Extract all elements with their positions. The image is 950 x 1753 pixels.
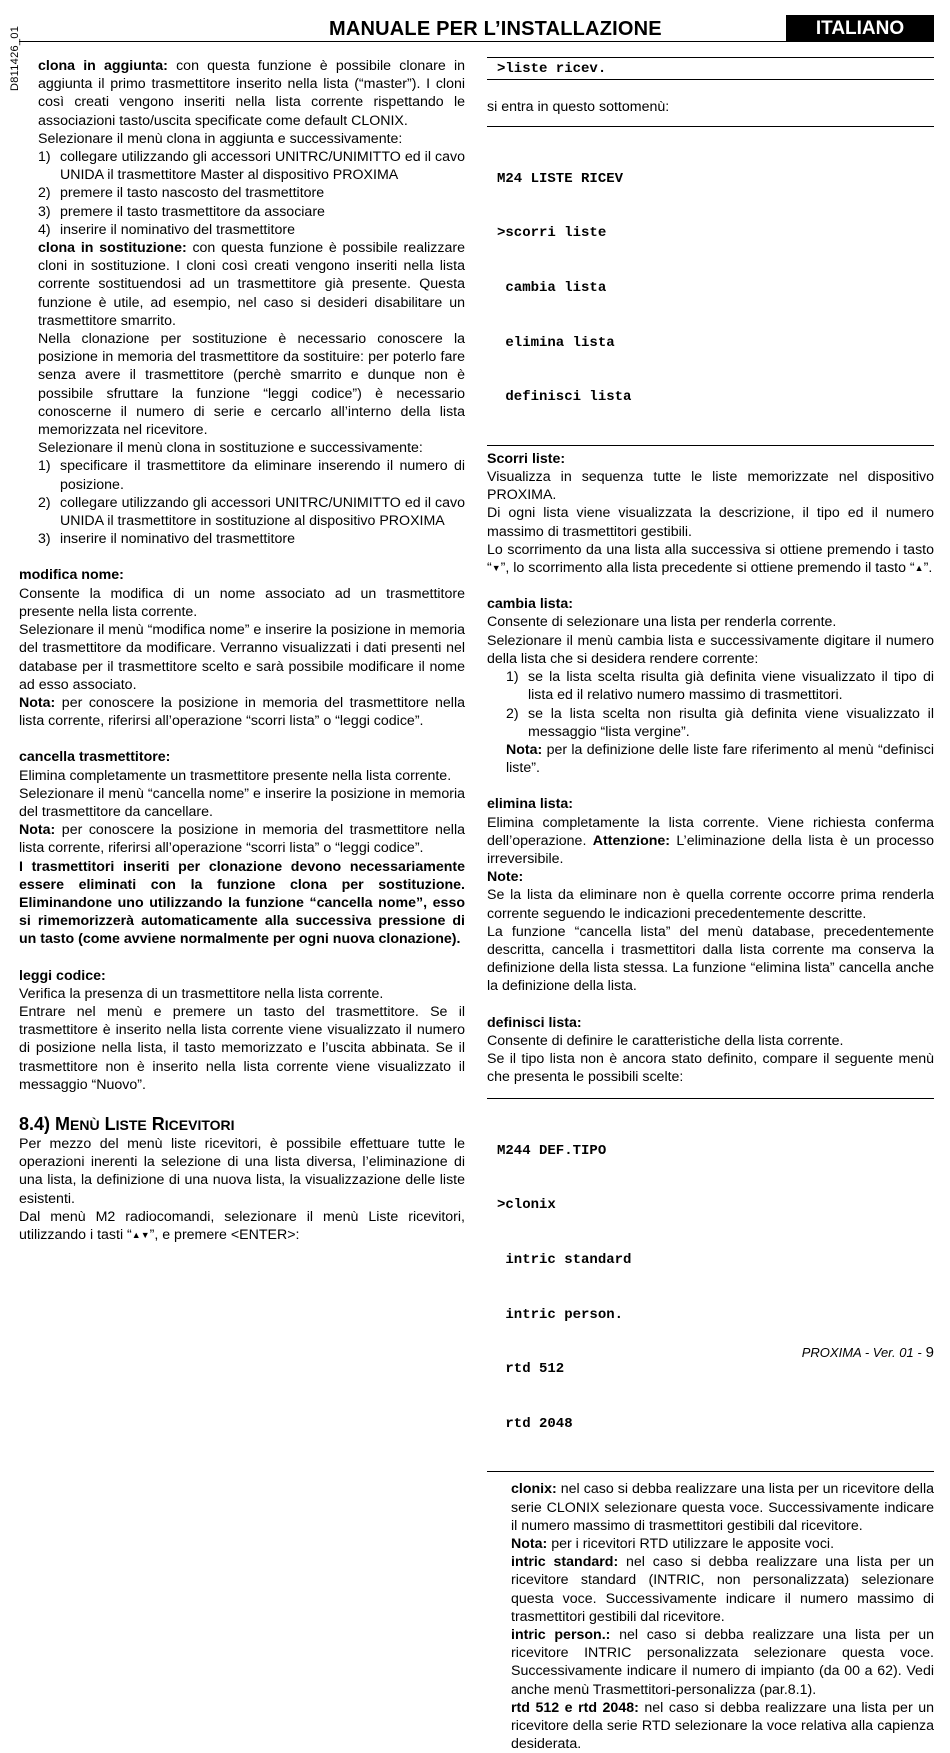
list-item — [38, 203, 465, 221]
list-item — [38, 494, 465, 530]
list-number: 1) — [38, 149, 51, 166]
document-code: D811426_01 — [9, 25, 21, 91]
paragraph — [487, 814, 934, 869]
down-arrow-icon: ▼ — [491, 563, 501, 574]
list-item — [506, 705, 934, 741]
list-text: se la lista scelta risulta già definita viene visualizzato il tipo di lista ed il relativo numero massimo di trasmettitori. — [528, 669, 934, 704]
paragraph: Visualizza in sequenza tutte le liste memorizzate nel dispositivo PROXIMA. — [487, 469, 934, 504]
paragraph: Selezionare il menù clona in sostituzione e successivamente: — [38, 440, 423, 457]
paragraph: La funzione “cancella lista” del menù database, precedentemente descritta, cancella i trasmettitori dalla lista corrente ma conserva la definizione della lista stessa. La funzione “elimina lista” cancella anche la definizione della lista. — [487, 923, 934, 995]
note-label: Nota: — [506, 741, 543, 758]
paragraph — [19, 1208, 465, 1244]
paragraph: Verifica la presenza di un trasmettitore nella lista corrente. — [19, 985, 384, 1002]
option-text: nel caso si debba realizzare una lista per un ricevitore INTRIC personalizzata selezionare questa voce. Successivamente indicare il numero di impianto (da 00 a 62). Vedi anche menù Trasmettitori-personalizza (par.8.1). — [511, 1627, 934, 1698]
heading-text: Note: — [487, 869, 524, 886]
list-number: 1) — [38, 458, 51, 475]
menu-line: elimina lista — [497, 334, 615, 351]
warning-paragraph — [19, 858, 465, 949]
option-item — [511, 1699, 934, 1753]
note-text: per la definizione delle liste fare riferimento al menù “definisci liste”. — [506, 741, 934, 777]
option-text: nel caso si debba realizzare una lista per un ricevitore standard (INTRIC, non personalizzata) selezionare questa voce. Successivamente indicare il numero massimo di trasmettitori gestibili dal ricevitore. — [511, 1554, 934, 1625]
section-heading — [487, 795, 934, 813]
menu-line: rtd 512 — [497, 1361, 565, 1378]
menu-line: cambia lista — [497, 280, 607, 297]
paragraph-text: Dal menù M2 radiocomandi, selezionare il menù Liste ricevitori, utilizzando i tasti “ — [19, 1208, 465, 1243]
left-column — [19, 57, 465, 1244]
paragraph: Per mezzo del menù liste ricevitori, è possibile effettuare tutte le operazioni inerenti la selezione di una lista diversa, l’eliminazione di una lista, la definizione di una nuova lista, la visualizzazione delle liste esistenti. — [19, 1135, 465, 1207]
paragraph: Consente di definire le caratteristiche della lista corrente. — [487, 1032, 844, 1049]
paragraph: Selezionare il menù clona in aggiunta e successivamente: — [38, 130, 403, 147]
list-number: 1) — [506, 669, 519, 686]
option-term: clonix: — [511, 1481, 557, 1498]
paragraph: Selezionare il menù “modifica nome” e inserire la posizione in memoria del trasmettitore da modificare. Verranno visualizzati i dati presenti nel database per il trasmettitore scelto e sarà possibile modificare il nome ad esso associato. — [19, 622, 465, 693]
paragraph-text: ”, e premere <ENTER>: — [149, 1226, 300, 1243]
section-heading — [487, 595, 934, 613]
list-number: 3) — [38, 531, 51, 548]
menu-display-liste — [487, 126, 934, 445]
menu-display-def-tipo — [487, 1098, 934, 1472]
warning-text: I trasmettitori inseriti per clonazione devono necessariamente essere eliminati con la funzione clona per sostituzione. Eliminandone uno utilizzando la funzione “cancella nome”, esso si rimemorizzerà automaticamente alla successiva pressione di un tasto (come avviene normalmente per ogni nuova clonazione). — [19, 858, 465, 948]
heading-text: leggi codice: — [19, 967, 106, 984]
heading-text: elimina lista: — [487, 796, 573, 813]
page-title: MANUALE PER L’INSTALLAZIONE — [329, 18, 662, 40]
list-text: premere il tasto trasmettitore da associare — [60, 203, 325, 220]
section-number: 8.4) — [19, 1113, 51, 1134]
steps-list — [487, 668, 934, 741]
list-number: 2) — [38, 494, 51, 511]
list-item — [506, 668, 934, 704]
heading-text: Scorri liste: — [487, 450, 566, 467]
page-footer — [802, 1344, 934, 1361]
up-arrow-icon: ▲ — [131, 1229, 141, 1240]
note-text: per conoscere la posizione in memoria del trasmettitore nella lista corrente, riferirsi all’operazione “scorri lista” o “leggi codice”. — [19, 694, 465, 730]
paragraph: Nella clonazione per sostituzione è necessario conoscere la posizione in memoria del trasmettitore da sostituire: per poterlo fare senza avere il trasmettitore (perchè smarrito e dunque non è possibile sfruttare la funzione “leggi codice”) è necessario conoscerne il numero di serie e cercarlo all’interno della lista memorizzata nel ricevitore. — [38, 331, 465, 439]
list-text: inserire il nominativo del trasmettitore — [60, 531, 295, 548]
section-title-text: MENÙ LISTE RICEVITORI — [55, 1113, 235, 1134]
heading-text: cancella trasmettitore: — [19, 749, 171, 766]
menu-line: intric standard — [497, 1251, 632, 1268]
menu-line: M24 LISTE RICEV — [497, 170, 624, 187]
list-number: 4) — [38, 221, 51, 238]
menu-line: definisci lista — [497, 389, 632, 406]
paragraph: Selezionare il menù “cancella nome” e inserire la posizione in memoria del trasmettitore da cancellare. — [19, 785, 465, 820]
steps-list — [38, 457, 465, 548]
list-number: 2) — [506, 705, 519, 722]
note-label: Nota: — [19, 694, 56, 711]
option-item — [511, 1480, 934, 1535]
option-term: intric person.: — [511, 1627, 611, 1644]
note-label: Nota: — [19, 822, 56, 839]
option-item — [511, 1626, 934, 1699]
up-arrow-icon: ▲ — [914, 563, 924, 574]
list-text: inserire il nominativo del trasmettitore — [60, 221, 295, 238]
section-heading — [19, 967, 465, 985]
paragraph: Entrare nel menù e premere un tasto del trasmettitore. Se il trasmettitore è inserito nella lista corrente viene visualizzato il numero di posizione nella lista, il tasto memorizzato e l’uscita abbinata. Se il trasmettitore non è inserito nella lista corrente viene visualizzato il messaggio “Nuovo”. — [19, 1003, 465, 1093]
list-item — [38, 221, 465, 239]
paragraph: si entra in questo sottomenù: — [487, 99, 670, 116]
paragraph: Se la lista da eliminare non è quella corrente occorre prima renderla corrente seguendo le indicazioni precedentemente descritte. — [487, 887, 934, 922]
paragraph-text: Lo scorrimento da una lista alla successiva si ottiene premendo i tasto “ — [487, 541, 934, 577]
paragraph: Se il tipo lista non è ancora stato definito, compare il seguente menù che presenta le possibili scelte: — [487, 1050, 934, 1086]
menu-line: >scorri liste — [497, 225, 607, 242]
list-item — [38, 148, 465, 184]
steps-list — [38, 148, 465, 239]
page-number: 9 — [925, 1344, 934, 1361]
heading-text: modifica nome: — [19, 567, 124, 584]
clona-aggiunta-block — [19, 57, 465, 548]
menu-line: >clonix — [497, 1197, 556, 1214]
heading-text: definisci lista: — [487, 1014, 582, 1031]
page-header — [19, 17, 934, 43]
section-title — [19, 1114, 465, 1135]
paragraph-text: con questa funzione è possibile clonare in aggiunta il primo trasmettitore inserito nella lista (“master”). I cloni così creati vengono inseriti nella lista corrente rispettando le associazioni tasto/uscita specificate come default CLONIX. — [38, 58, 466, 129]
attention-label: Attenzione: — [592, 832, 671, 849]
paragraph: Consente la modifica di un nome associato ad un trasmettitore presente nella lista corrente. — [19, 585, 465, 620]
paragraph-text: L’eliminazione della lista è un processo irreversibile. — [487, 832, 934, 867]
option-item — [511, 1553, 934, 1626]
list-item — [38, 184, 465, 202]
paragraph — [38, 57, 465, 130]
list-text: se la lista scelta non risulta già definita viene visualizzato il messaggio “lista vergine”. — [528, 705, 934, 740]
paragraph-text: ”, lo scorrimento alla lista precedente si ottiene premendo il tasto “ — [500, 560, 915, 577]
menu-line: intric person. — [497, 1306, 624, 1323]
menu-line: rtd 2048 — [497, 1415, 573, 1432]
menu-display-top — [487, 57, 934, 80]
note-text: per conoscere la posizione in memoria del trasmettitore nella lista corrente, riferirsi all’operazione “scorri lista” o “leggi codice”. — [19, 822, 465, 857]
list-text: specificare il trasmettitore da eliminare inserendo il numero di posizione. — [60, 458, 465, 493]
paragraph — [487, 541, 934, 577]
list-item — [38, 530, 465, 548]
note — [19, 821, 465, 857]
section-heading — [487, 1014, 934, 1032]
list-text: collegare utilizzando gli accessori UNITRC/UNIMITTO ed il cavo UNIDA il trasmettitore in sostituzione al dispositivo PROXIMA — [60, 494, 465, 530]
list-number: 2) — [38, 185, 51, 202]
menu-line: M244 DEF.TIPO — [497, 1142, 607, 1159]
option-text: nel caso si debba realizzare una lista per un ricevitore della serie RTD selezionare la voce relativa alla capienza desiderata. — [511, 1699, 934, 1753]
list-text: collegare utilizzando gli accessori UNITRC/UNIMITTO ed il cavo UNIDA il trasmettitore Master al dispositivo PROXIMA — [60, 149, 465, 184]
paragraph-text: ”. — [923, 560, 933, 577]
option-term: Nota: — [511, 1536, 548, 1553]
paragraph: Elimina completamente un trasmettitore presente nella lista corrente. — [19, 767, 452, 784]
section-heading — [487, 868, 934, 886]
section-heading — [19, 748, 465, 766]
list-item — [38, 457, 465, 493]
option-item — [511, 1535, 934, 1553]
right-column — [487, 57, 934, 1753]
option-text: per i ricevitori RTD utilizzare le apposite voci. — [547, 1536, 835, 1553]
note — [19, 694, 465, 730]
definisci-options — [487, 1480, 934, 1753]
heading-text: cambia lista: — [487, 596, 573, 613]
paragraph-text: Elimina completamente la lista corrente. Viene richiesta conferma dell’operazione. — [487, 814, 934, 849]
section-heading — [19, 566, 465, 584]
option-term: intric standard: — [511, 1554, 619, 1571]
paragraph — [38, 239, 465, 330]
option-term: rtd 512 e rtd 2048: — [511, 1699, 639, 1716]
term-label: clona in sostituzione: — [38, 240, 187, 257]
paragraph: Consente di selezionare una lista per renderla corrente. — [487, 614, 837, 631]
down-arrow-icon: ▼ — [140, 1229, 150, 1240]
list-text: premere il tasto nascosto del trasmettitore — [60, 185, 325, 202]
paragraph: Di ogni lista viene visualizzata la descrizione, il tipo ed il numero massimo di trasmettitori gestibili. — [487, 505, 934, 540]
note — [487, 741, 934, 777]
option-text: nel caso si debba realizzare una lista per un ricevitore della serie CLONIX selezionare questa voce. Successivamente indicare il numero massimo di trasmettitori gestibili dal ricevitore. — [511, 1481, 934, 1534]
list-number: 3) — [38, 203, 51, 220]
paragraph-text: con questa funzione è possibile realizzare cloni in sostituzione. I cloni così creati vengono inseriti nella lista corrente sostituendosi ad un trasmettitore già presente. Questa funzione è utile, ad esempio, nel caso si desideri disabilitare un trasmettitore smarrito. — [38, 240, 465, 329]
footer-text: PROXIMA - Ver. 01 - — [801, 1345, 922, 1360]
paragraph: Selezionare il menù cambia lista e successivamente digitare il numero della lista che si desidera rendere corrente: — [487, 632, 934, 667]
term-label: clona in aggiunta: — [38, 58, 168, 74]
language-badge: ITALIANO — [786, 15, 934, 42]
section-heading — [487, 450, 934, 468]
menu-line: >liste ricev. — [497, 61, 607, 77]
